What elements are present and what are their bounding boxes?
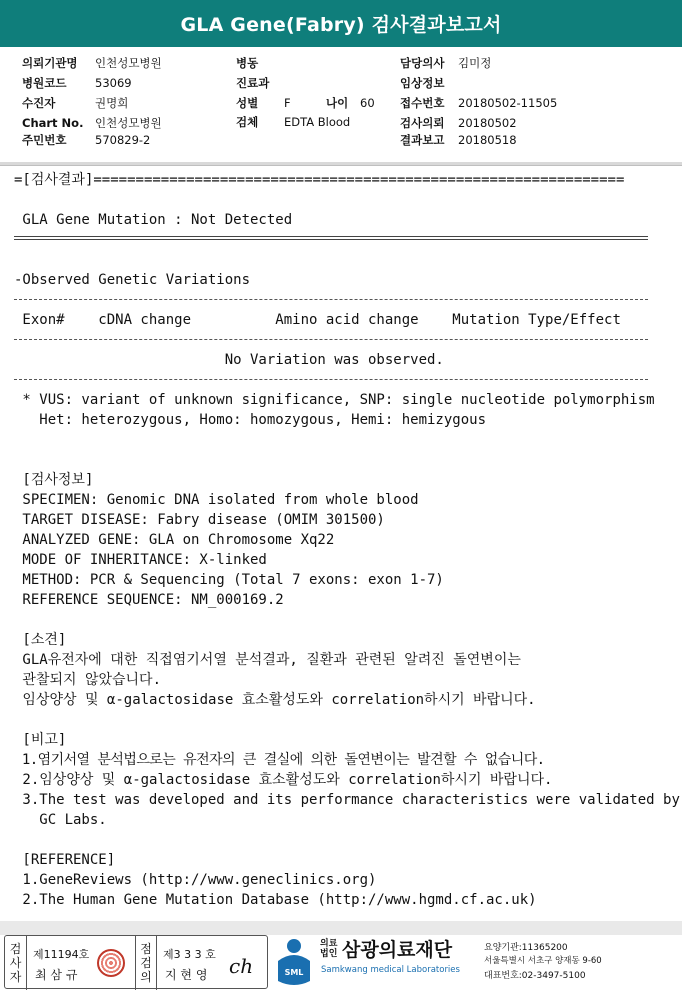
request-date-value: 20180502 (458, 116, 517, 130)
specimen-row (236, 115, 351, 129)
reviewer-signature: ch (229, 954, 254, 978)
doctor-row (400, 56, 492, 70)
test-info-line: MODE OF INHERITANCE: X-linked (14, 552, 267, 568)
reference-line: 2.The Human Gene Mutation Database (http://www.hgmd.cf.ac.uk) (14, 892, 537, 908)
examiner-license-no: 제11194호 (33, 948, 90, 961)
receipt-no-label: 접수번호 (400, 96, 445, 110)
org-prefix (320, 939, 337, 959)
org-name-english: Samkwang medical Laboratories (321, 965, 460, 975)
sml-logo-text: SML (284, 968, 304, 977)
chart-no-row (22, 116, 162, 130)
test-info-line: ANALYZED GENE: GLA on Chromosome Xq22 (14, 532, 335, 548)
dashed-rule (14, 339, 648, 340)
request-date-row (400, 116, 517, 130)
receipt-no-value: 20180502-11505 (458, 96, 558, 110)
hospital-code-label: 병원코드 (22, 76, 67, 90)
age-label: 나이 (326, 96, 349, 110)
patient-info-header (0, 47, 682, 162)
sml-logo-icon (272, 937, 316, 987)
resident-no-row (22, 133, 151, 147)
doctor-value: 김미정 (458, 56, 492, 70)
org-prefix-top: 의료 (320, 939, 338, 949)
sex-row (236, 96, 291, 110)
age-value: 60 (360, 96, 375, 110)
abbreviation-note-1: * VUS: variant of unknown significance, SNP: single nucleotide polymorphism (14, 392, 655, 408)
org-code: 요양기관:11365200 (484, 943, 568, 953)
ward-row (236, 56, 258, 70)
chart-no-value: 인천성모병원 (95, 116, 162, 130)
opinion-line: 임상양상 및 α-galactosidase 효소활성도와 correlation하시기 바랍니다. (14, 692, 536, 708)
reviewer-name: 지 현 영 (165, 968, 208, 982)
test-info-line: REFERENCE SEQUENCE: NM_000169.2 (14, 592, 284, 608)
remarks-line: 3.The test was developed and its performance characteristics were validated by (14, 792, 680, 808)
remarks-line: GC Labs. (14, 812, 107, 828)
test-info-line: SPECIMEN: Genomic DNA isolated from whole blood (14, 492, 419, 508)
examiner-label-char: 자 (9, 970, 22, 984)
receipt-no-row (400, 96, 558, 110)
opinion-title: [소견] (14, 632, 67, 648)
footer-band (0, 921, 682, 935)
department-row (236, 76, 269, 90)
ordering-hospital-label: 의뢰기관명 (22, 56, 78, 70)
reference-title: [REFERENCE] (14, 852, 116, 868)
test-info-line: TARGET DISEASE: Fabry disease (OMIM 301500) (14, 512, 385, 528)
ward-label: 병동 (236, 56, 259, 70)
resident-no-value: 570829-2 (95, 133, 151, 147)
clinical-info-label: 임상정보 (400, 76, 445, 90)
reviewer-label (135, 936, 157, 990)
examiner-seal-icon (97, 949, 125, 977)
patient-row (22, 96, 129, 110)
reviewer-license-no: 제3 3 3 호 (163, 948, 216, 961)
patient-value: 권명희 (95, 96, 129, 110)
double-rule (14, 236, 648, 240)
doctor-label: 담당의사 (400, 56, 445, 70)
org-address: 서울특별시 서초구 양재동 9-60 (484, 956, 602, 966)
observed-variations-title: -Observed Genetic Variations (14, 272, 251, 288)
hospital-code-value: 53069 (95, 76, 132, 90)
report-footer (0, 935, 682, 990)
examiner-label-char: 사 (9, 956, 22, 970)
reference-line: 1.GeneReviews (http://www.geneclinics.org) (14, 872, 377, 888)
reviewer-label-char: 의 (140, 970, 152, 984)
org-phone: 대표번호:02-3497-5100 (484, 971, 586, 981)
report-title: GLA Gene(Fabry) 검사결과보고서 (0, 0, 682, 47)
dashed-rule (14, 299, 648, 300)
mutation-result: GLA Gene Mutation : Not Detected (14, 212, 293, 228)
signature-box (4, 935, 268, 989)
report-date-label: 결과보고 (400, 133, 445, 147)
test-info-line: METHOD: PCR & Sequencing (Total 7 exons: exon 1-7) (14, 572, 444, 588)
request-date-label: 검사의뢰 (400, 116, 445, 130)
no-variation-text: No Variation was observed. (14, 352, 444, 368)
clinical-info-row (400, 76, 444, 90)
chart-no-label: Chart No. (22, 116, 84, 130)
patient-label: 수진자 (22, 96, 56, 110)
org-prefix-bottom: 법인 (320, 949, 338, 959)
examiner-label (5, 936, 27, 990)
variation-table-headers: Exon# cDNA change Amino acid change Mutation Type/Effect (14, 312, 621, 328)
report-date-value: 20180518 (458, 133, 517, 147)
hospital-code-row (22, 76, 132, 90)
sex-label: 성별 (236, 96, 259, 110)
sex-value: F (284, 96, 291, 110)
remarks-title: [비고] (14, 732, 67, 748)
examiner-label-char: 검 (9, 942, 22, 956)
ordering-hospital-row (22, 56, 162, 70)
reviewer-label-char: 점 (140, 942, 152, 956)
specimen-label: 검체 (236, 115, 259, 129)
age-row (326, 96, 375, 110)
remarks-line: 1.염기서열 분석법으로는 유전자의 큰 결실에 의한 돌연변이는 발견할 수 없습니다. (14, 752, 545, 768)
org-name: 삼광의료재단 (342, 939, 453, 961)
test-info-title: [검사정보] (14, 472, 94, 488)
ordering-hospital-value: 인천성모병원 (95, 56, 162, 70)
reviewer-label-char: 검 (140, 956, 152, 970)
result-section-header: =[검사결과]=============================================================== (14, 172, 625, 188)
report-date-row (400, 133, 517, 147)
resident-no-label: 주민번호 (22, 133, 67, 147)
examiner-name: 최 삼 규 (35, 968, 78, 982)
opinion-line: GLA유전자에 대한 직접염기서열 분석결과, 질환과 관련된 알려진 돌연변이는 (14, 652, 521, 668)
specimen-value: EDTA Blood (284, 115, 351, 129)
department-label: 진료과 (236, 76, 270, 90)
header-divider-line (0, 165, 682, 166)
remarks-line: 2.임상양상 및 α-galactosidase 효소활성도와 correlation하시기 바랍니다. (14, 772, 553, 788)
dashed-rule (14, 379, 648, 380)
opinion-line: 관찰되지 않았습니다. (14, 672, 162, 688)
abbreviation-note-2: Het: heterozygous, Homo: homozygous, Hemi: hemizygous (14, 412, 487, 428)
